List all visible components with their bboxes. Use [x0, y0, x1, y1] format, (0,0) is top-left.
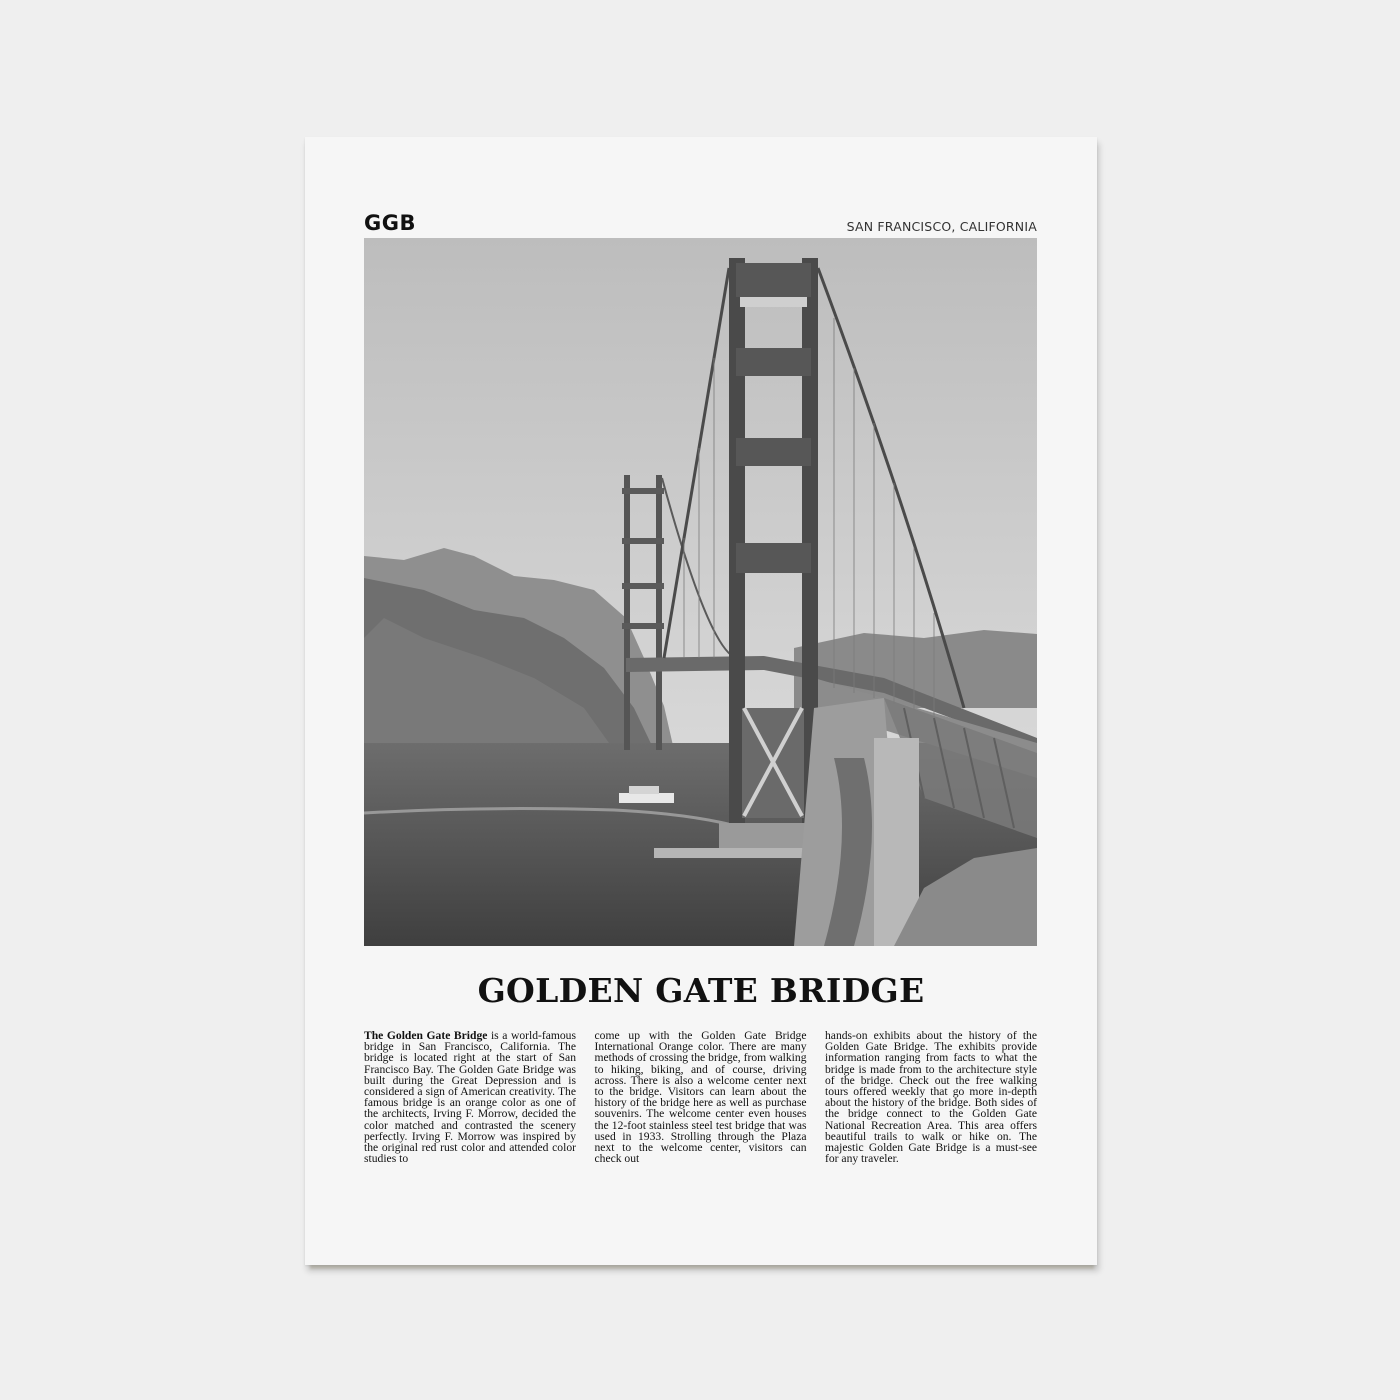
description-column-2: come up with the Golden Gate Bridge International Orange color. There are many methods of crossing the bridge, from walking to hiking, biking, and of course, driving across. There is also a welcome center next to the bridge. Visitors can learn about the history of the bridge here as well as purchase souvenirs. The welcome center even houses the 12-foot stainless steel test bridge that was used in 1933. Strolling through the Plaza next to the welcome center, visitors can check out: [594, 1029, 807, 1166]
description-column-3: hands-on exhibits about the history of the Golden Gate Bridge. The exhibits provide information ranging from facts to what the bridge is made from to the architecture style of the bridge. Check out the free walking tours offered weekly that go more in-depth about the history of the bridge. Both sides of the bridge connect to the Golden Gate National Recreation Area. This area offers beautiful trails to walk or hike on. The majestic Golden Gate Bridge is a must-see for any traveler.: [825, 1029, 1037, 1166]
description-lead: The Golden Gate Bridge: [364, 1029, 488, 1042]
description-columns: [364, 1030, 1037, 1164]
poster: [305, 137, 1097, 1265]
location-label: SAN FRANCISCO, CALIFORNIA: [846, 219, 1037, 234]
description-column-1: [364, 1030, 576, 1164]
poster-title: GOLDEN GATE BRIDGE: [477, 971, 925, 1010]
bridge-photo: [364, 238, 1037, 946]
description-column-1-text: is a world-famous bridge in San Francisco, California. The bridge is located right at the start of San Francisco Bay. The Golden Gate Bridge was built during the Great Depression and is considered a sign of American creativity. The famous bridge is an orange color as one of the architects, Irving F. Morrow, decided the color matched and contrasted the scenery perfectly. Irving F. Morrow was inspired by the original red rust color and attended color studies to: [364, 1029, 576, 1166]
location-code: GGB: [364, 211, 416, 235]
